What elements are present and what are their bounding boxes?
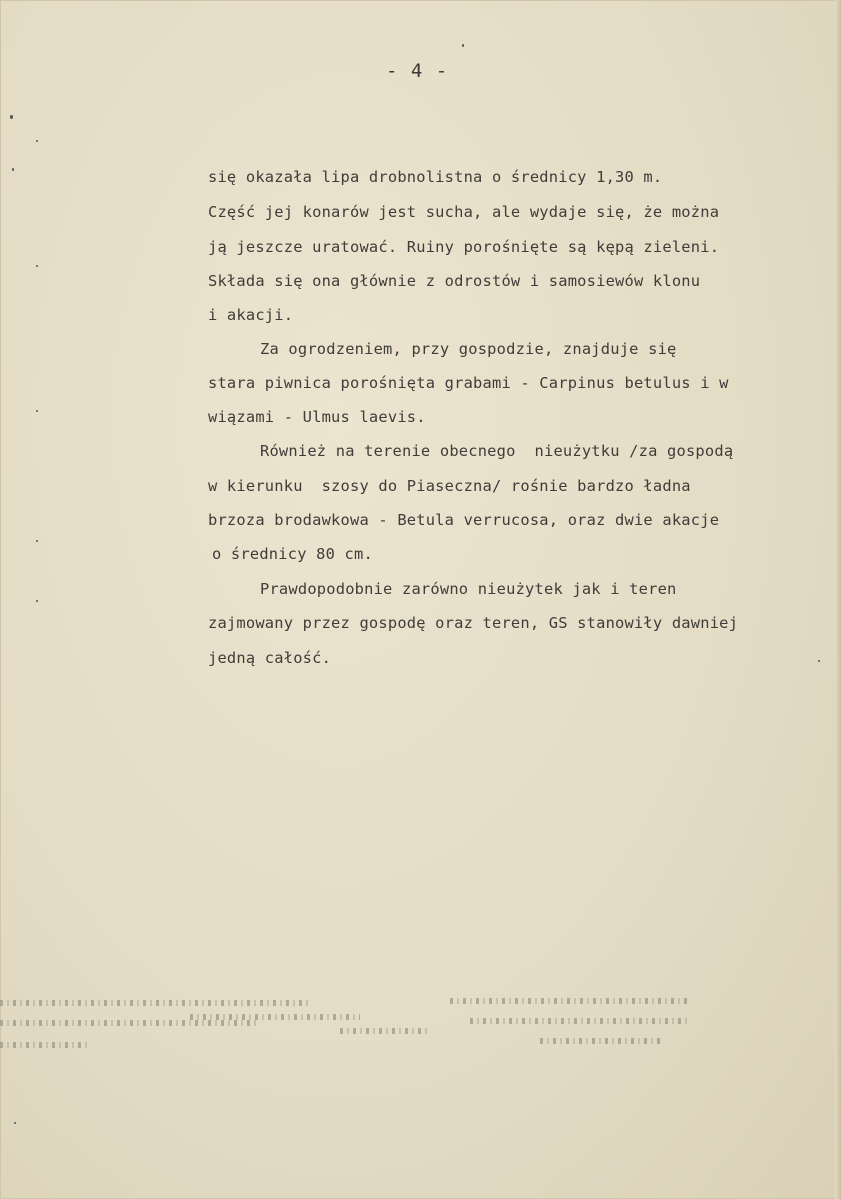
scan-speck: [36, 540, 38, 542]
scan-speck: [10, 115, 13, 119]
scan-speck: [462, 44, 464, 47]
text-line: Prawdopodobnie zarówno nieużytek jak i teren: [260, 580, 677, 598]
text-line: o średnicy 80 cm.: [212, 545, 373, 563]
scan-speck: [818, 660, 820, 662]
scan-speck: [12, 168, 14, 171]
scan-speck: [36, 265, 38, 267]
scan-noise: [540, 1038, 660, 1044]
text-line: ją jeszcze uratować. Ruiny porośnięte są kępą zieleni.: [208, 238, 720, 256]
scan-noise: [0, 1000, 310, 1006]
text-line: w kierunku szosy do Piaseczna/ rośnie bardzo ładna: [208, 477, 691, 495]
scan-noise: [450, 998, 690, 1004]
scan-noise: [470, 1018, 690, 1024]
paper-edge: [835, 0, 841, 1199]
scan-speck: [36, 140, 38, 142]
scan-noise: [340, 1028, 430, 1034]
text-line: stara piwnica porośnięta grabami - Carpinus betulus i w: [208, 374, 729, 392]
text-line: jedną całość.: [208, 649, 332, 667]
text-line: Również na terenie obecnego nieużytku /za gospodą: [260, 442, 734, 460]
scan-speck: [14, 1122, 16, 1124]
text-line: się okazała lipa drobnolistna o średnicy 1,30 m.: [208, 168, 663, 186]
scan-noise: [0, 1020, 260, 1026]
scan-noise: [0, 1042, 90, 1048]
text-line: Część jej konarów jest sucha, ale wydaje się, że można: [208, 203, 720, 221]
text-line: i akacji.: [208, 306, 294, 324]
scan-speck: [36, 600, 38, 602]
text-line: Za ogrodzeniem, przy gospodzie, znajduje się: [260, 340, 677, 358]
text-line: wiązami - Ulmus laevis.: [208, 408, 426, 426]
text-line: Składa się ona głównie z odrostów i samosiewów klonu: [208, 272, 701, 290]
text-line: zajmowany przez gospodę oraz teren, GS stanowiły dawniej: [208, 614, 739, 632]
scan-speck: [36, 410, 38, 412]
scan-noise: [190, 1014, 360, 1020]
page-number: - 4 -: [386, 60, 449, 82]
text-line: brzoza brodawkowa - Betula verrucosa, oraz dwie akacje: [208, 511, 720, 529]
